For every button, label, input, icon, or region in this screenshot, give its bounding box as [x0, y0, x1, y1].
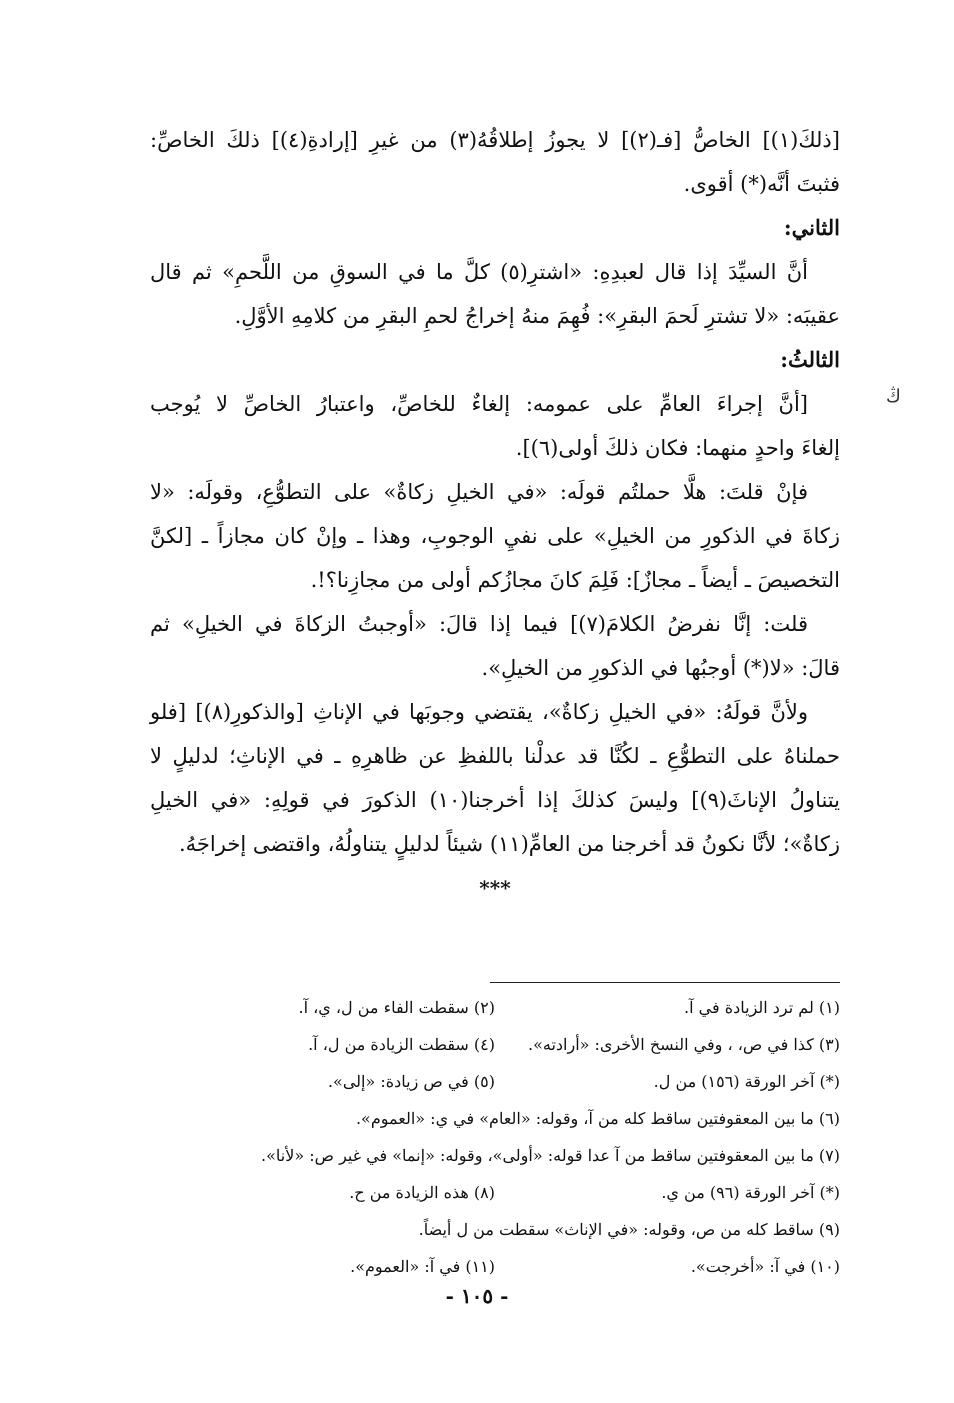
footnote: (١١) في آ: «العموم». — [350, 1257, 495, 1276]
footnote: (٣) كذا في ص، ، وفي النسخ الأخرى: «أرادته». — [528, 1035, 840, 1054]
text-line: التخصيصَ ـ أيضاً ـ مجازٌ]: فَلِمَ كانَ مجازُكم أولى من مجازِنا؟!. — [310, 568, 840, 592]
footnote: (٨) هذه الزيادة من ح. — [349, 1183, 495, 1202]
text-line: يتناولُ الإناثَ(٩)] وليسَ كذلكَ إذا أخرجنا(١٠) الذكورَ في قولِهِ: «في الخيلِ — [150, 788, 840, 812]
footnote-rule — [490, 982, 840, 983]
footnote: (٦) ما بين المعقوفتين ساقط كله من آ، وقوله: «العام» في ي: «العموم». — [355, 1109, 840, 1128]
text-line: [ذلكَ(١)] الخاصُّ [فـ(٢)] لا يجوزُ إطلاقُهُ(٣) من غيرِ [إرادةِ(٤)] ذلكَ الخاصِّ: — [150, 128, 840, 152]
section-heading: الثالثُ: — [780, 347, 840, 372]
footnotes — [150, 972, 840, 1285]
text-line: عقيبَه: «لا تشترِ لَحمَ البقرِ»: فُهِمَ منهُ إخراجُ لحمِ البقرِ من كلامِهِ الأوَّلِ. — [234, 304, 840, 328]
text-line: قالَ: «لا(*) أوجبُها في الذكورِ من الخيلِ». — [481, 656, 840, 680]
margin-mark: ﯓ — [886, 386, 901, 407]
main-text — [150, 118, 840, 906]
text-line: فثبتَ أنَّه(*) أقوى. — [683, 172, 840, 196]
text-line: حملناهُ على التطوُّعِ ـ لكُنَّا قد عدلْنا باللفظِ عن ظاهرِهِ ـ في الإناثِ؛ لدليلٍ لا — [150, 744, 840, 768]
text-line: ولأنَّ قولَهُ: «في الخيلِ زكاةٌ»، يقتضي وجوبَها في الإناثِ [والذكورِ(٨)] [فلو — [150, 700, 808, 724]
text-line: فإنْ قلتَ: هلَّا حملتُم قولَه: «في الخيلِ زكاةٌ» على التطوُّعِ، وقولَه: «لا — [150, 480, 808, 504]
footnote: (٧) ما بين المعقوفتين ساقط من آ عدا قوله: «أولى»، وقوله: «إنما» في غير ص: «لأنا». — [261, 1146, 840, 1165]
text-line: إلغاءَ واحدٍ منهما: فكان ذلكَ أولى(٦)]. — [515, 436, 840, 460]
section-separator: *** — [479, 876, 511, 900]
footnote: (١) لم ترد الزيادة في آ. — [684, 998, 840, 1017]
footnote: (٩) ساقط كله من ص، وقوله: «في الإناث» سقطت من ل أيضاً. — [418, 1220, 840, 1239]
footnote: (١٠) في آ: «أخرجت». — [690, 1257, 840, 1276]
footnote: (٢) سقطت الفاء من ل، ي، آ. — [298, 998, 495, 1017]
text-line: زكاةَ في الذكورِ من الخيلِ» على نفيِ الوجوبِ، وهذا ـ وإنْ كان مجازاً ـ [لكنَّ — [150, 524, 840, 548]
text-line: [أنَّ إجراءَ العامِّ على عمومه: إلغاءٌ للخاصِّ، واعتبارُ الخاصِّ لا يُوجب — [150, 392, 808, 416]
footnote: (*) آخر الورقة (١٥٦) من ل. — [653, 1072, 840, 1091]
footnote: (٤) سقطت الزيادة من ل، آ. — [308, 1035, 495, 1054]
text-line: أنَّ السيِّدَ إذا قال لعبدِهِ: «اشترِ(٥) كلَّ ما في السوقِ من اللَّحمِ» ثم قال — [150, 260, 809, 284]
footnote: (٥) في ص زيادة: «إلى». — [327, 1072, 495, 1091]
text-line: قلت: إنَّا نفرضُ الكلامَ(٧)] فيما إذا قالَ: «أوجبتُ الزكاةَ في الخيلِ» ثم — [150, 612, 808, 636]
page-number: - ١٠٥ - — [445, 1284, 509, 1308]
section-heading: الثاني: — [783, 215, 840, 240]
footnote: (*) آخر الورقة (٩٦) من ي. — [661, 1183, 840, 1202]
text-line: زكاةٌ»؛ لأنَّا نكونُ قد أخرجنا من العامِّ(١١) شيئاً لدليلٍ يتناولُهُ، واقتضى إخراجَهُ. — [179, 832, 840, 856]
